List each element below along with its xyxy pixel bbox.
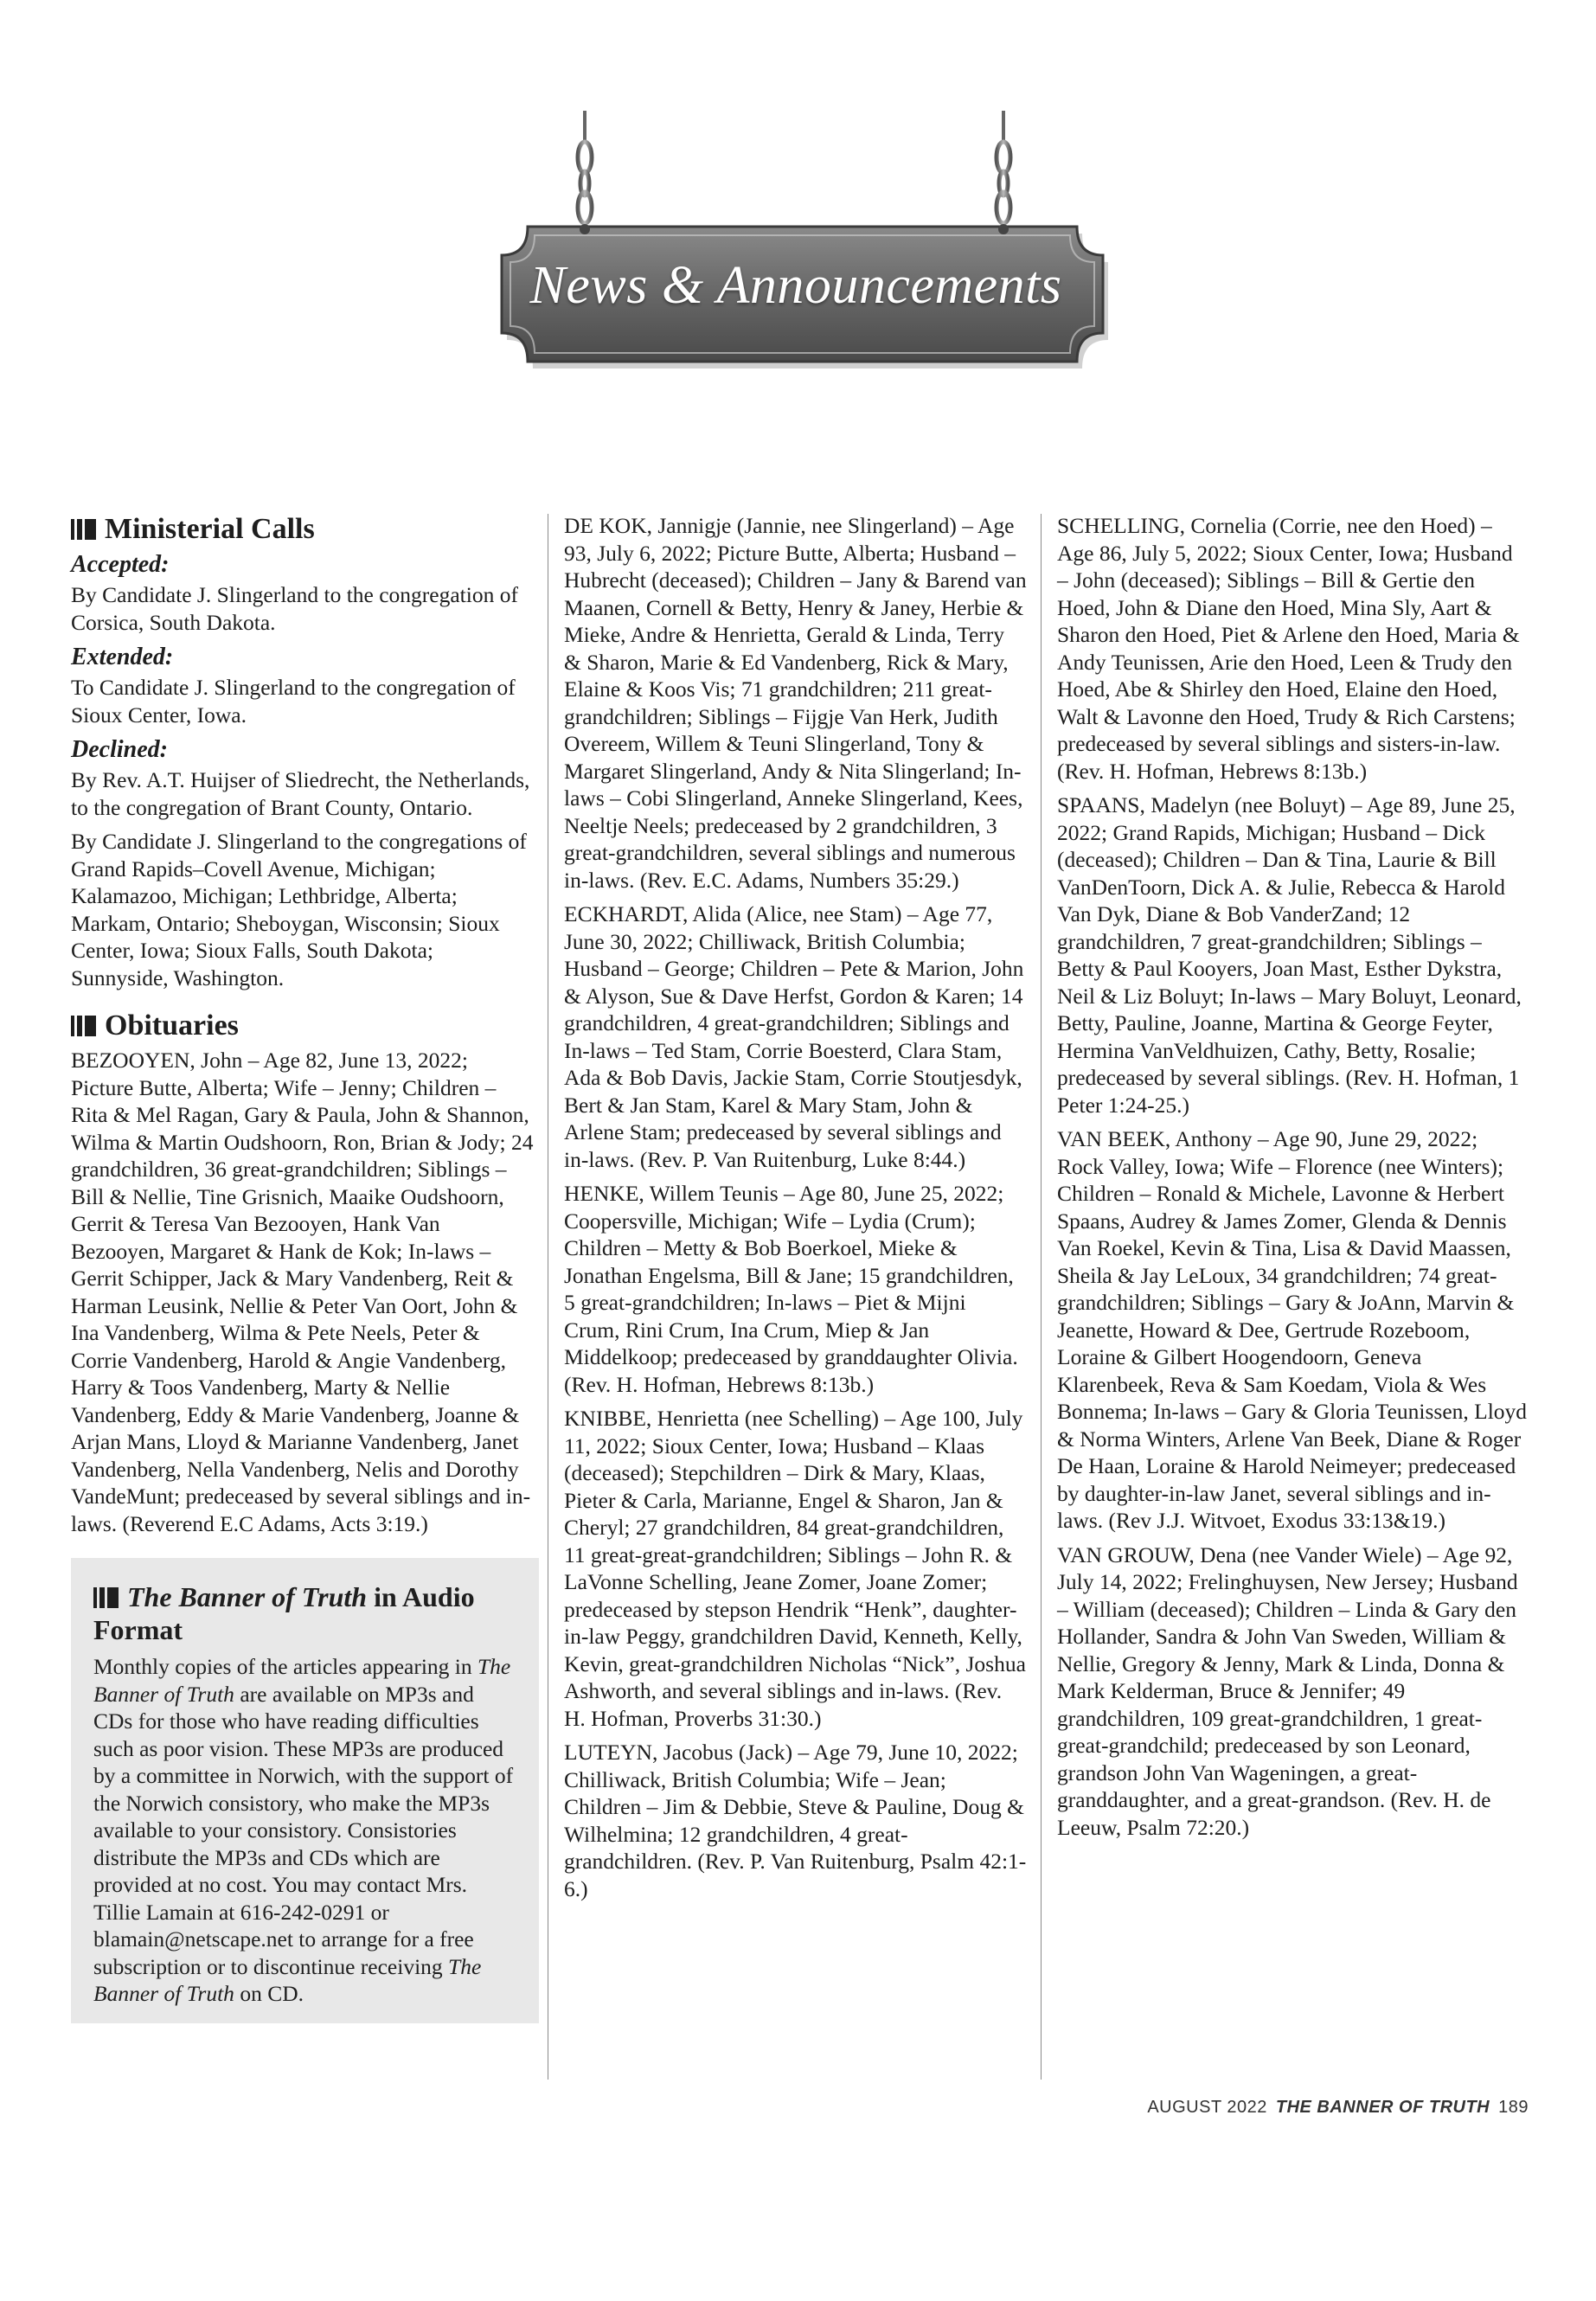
accepted-label: Accepted: <box>71 551 170 578</box>
audio-box-body: Monthly copies of the articles appearing in The Banner of Truth are available on MP3s and CDs for those who have reading difficulties such as poor vision. These MP3s are produced by a committee in Norwich, with the support of the Norwich consistory, who make the MP3s available to your consistory. Consistories distribute the MP3s and CDs which are provided at no cost. You may contact Mrs. Tillie Lamain at 616-242-0291 or blamain@netscape.net to arrange for a free subscription or to discontinue receiving The Banner of Truth on CD. <box>93 1654 514 2006</box>
publication-name: THE BANNER OF TRUTH <box>1275 2098 1490 2117</box>
audio-format-box <box>71 1558 539 2023</box>
page-number: 189 <box>1498 2098 1529 2117</box>
obituary-entry: DE KOK, Jannigje (Jannie, nee Slingerland) – Age 93, July 6, 2022; Picture Butte, Alberta; Husband – Hubrecht (deceased); Children – Jany & Barend van Maanen, Cornell & Betty, Henry & Janey, Herbie & Mieke, Andre & Henrietta, Gerald & Linda, Terry & Sharon, Marie & Ed Vandenberg, Rick & Mary, Elaine & Koos Vis; 71 grandchildren; 211 great-grandchildren; Siblings – Fijgje Van Herk, Judith Overeem, Willem & Teuni Slingerland, Tony & Margaret Slingerland, Andy & Nita Slingerland; In-laws – Cobi Slingerland, Anneke Slingerland, Kees, Neeltje Neels; predeceased by 2 grandchildren, 3 great-grandchildren, several siblings and numerous in-laws. (Rev. E.C. Adams, Numbers 35:29.) <box>564 513 1027 893</box>
header-sign <box>0 0 1596 484</box>
obituary-entry: ECKHARDT, Alida (Alice, nee Stam) – Age 77, June 30, 2022; Chilliwack, British Columbia; Husband – George; Children – Pete & Marion, John & Alyson, Sue & Dave Herfst, Gordon & Karen; 14 grandchildren, 4 great-grandchildren; Siblings and In-laws – Ted Stam, Corrie Boesterd, Clara Stam, Ada & Bob Davis, Jackie Stam, Corrie Stoutjesdyk, Bert & Jan Stam, Karel & Mary Stam, John & Arlene Stam; predeceased by several siblings and in-laws. (Rev. P. Van Ruitenburg, Luke 8:44.) <box>564 901 1024 1172</box>
left-chain <box>578 111 592 223</box>
obituary-entry: LUTEYN, Jacobus (Jack) – Age 79, June 10, 2022; Chilliwack, British Columbia; Wife – Jean; Children – Jim & Debbie, Steve & Pauline, Doug & Wilhelmina; 12 grandchildren, 4 great-grandchildren. (Rev. P. Van Ruitenburg, Psalm 42:1-6.) <box>564 1740 1027 1901</box>
obituary-entry: KNIBBE, Henrietta (nee Schelling) – Age 100, July 11, 2022; Sioux Center, Iowa; Husband – Klaas (deceased); Stepchildren – Dirk & Mary, Klaas, Pieter & Carla, Marianne, Engel & Sharon, Jan & Cheryl; 27 grandchildren, 84 great-grandchildren, 11 great-great-grandchildren; Siblings – John R. & LaVonne Schelling, Jeane Zomer, Joane Zomer; predeceased by stepson Hendrik “Henk”, daughter-in-law Peggy, grandchildren David, Kenneth, Kelly, Kevin, great-grandchildren Nicholas “Nick”, Joshua Ashworth, and several siblings and in-laws. (Rev. H. Hofman, Proverbs 31:30.) <box>564 1406 1026 1731</box>
audio-box-heading: The Banner of Truth in Audio Format <box>93 1581 475 1645</box>
declined-label: Declined: <box>71 736 168 763</box>
page-title: News & Announcements <box>529 255 1062 315</box>
section-marker-icon <box>93 1586 119 1609</box>
issue-date: AUGUST 2022 <box>1147 2098 1267 2117</box>
section-heading-obituaries: Obituaries <box>71 1009 534 1043</box>
page-footer <box>1147 2098 1529 2118</box>
obituary-entry: SCHELLING, Cornelia (Corrie, nee den Hoed) – Age 86, July 5, 2022; Sioux Center, Iowa; Husband – John (deceased); Siblings – Bill & Gertie den Hoed, John & Diane den Hoed, Mina Sly, Aart & Sharon den Hoed, Piet & Arlene den Hoed, Maria & Andy Teunissen, Arie den Hoed, Leen & Trudy den Hoed, Abe & Shirley den Hoed, Elaine den Hoed, Walt & Lavonne den Hoed, Trudy & Rich Carstens; predeceased by several siblings and sisters-in-law. (Rev. H. Hofman, Hebrews 8:13b.) <box>1057 513 1520 784</box>
obituary-entry: VAN BEEK, Anthony – Age 90, June 29, 2022; Rock Valley, Iowa; Wife – Florence (nee Winters); Children – Ronald & Michele, Lavonne & Herbert Spaans, Audrey & James Zomer, Glenda & Dennis Van Roekel, Kevin & Tina, Lisa & David Maassen, Sheila & Jay LeLoux, 34 grandchildren; 74 great-grandchildren; Siblings – Gary & JoAnn, Marvin & Jeanette, Howard & Dee, Gertrude Rozeboom, Loraine & Gilbert Hoogendoorn, Geneva Klarenbeek, Reva & Sam Koedam, Viola & Wes Bonnema; In-laws – Gary & Gloria Teunissen, Lloyd & Norma Winters, Arlene Van Beek, Diane & Roger De Haan, Loraine & Harold Neimeyer; predeceased by daughter-in-law Janet, several siblings and in-laws. (Rev J.J. Witvoet, Exodus 33:13&19.) <box>1057 1126 1528 1533</box>
right-chain <box>997 111 1010 223</box>
column-left <box>71 512 534 2023</box>
section-heading-ministerial-calls: Ministerial Calls <box>71 512 534 547</box>
extended-call: To Candidate J. Slingerland to the congregation of Sioux Center, Iowa. <box>71 675 516 727</box>
obituary-entry: BEZOOYEN, John – Age 82, June 13, 2022; Picture Butte, Alberta; Wife – Jenny; Children – Rita & Mel Ragan, Gary & Paula, John & Shannon, Wilma & Martin Oudshoorn, Ron, Brian & Jody; 24 grandchildren, 36 great-grandchildren; Siblings – Bill & Nellie, Tine Grisnich, Maaike Oudshoorn, Gerrit & Teresa Van Bezooyen, Hank Van Bezooyen, Margaret & Hank de Kok; In-laws – Gerrit Schipper, Jack & Mary Vandenberg, Reit & Harman Leusink, Nellie & Peter Van Oort, John & Ina Vandenberg, Wilma & Pete Neels, Peter & Corrie Vandenberg, Harold & Angie Vandenberg, Harry & Toos Vandenberg, Marty & Nellie Vandenberg, Eddy & Marie Vandenberg, Joanne & Arjan Mans, Lloyd & Marianne Vandenberg, Janet Vandenberg, Nella Vandenberg, Nelis and Dorothy VandeMunt; predeceased by several siblings and in-laws. (Reverend E.C Adams, Acts 3:19.) <box>71 1048 534 1536</box>
section-marker-icon <box>71 1015 96 1037</box>
obituary-entry: SPAANS, Madelyn (nee Boluyt) – Age 89, June 25, 2022; Grand Rapids, Michigan; Husband – Dick (deceased); Children – Dan & Tina, Laurie & Bill VanDenToorn, Dick A. & Julie, Rebecca & Harold Van Dyk, Diane & Bob VanderZand; 12 grandchildren, 7 great-grandchildren; Siblings – Betty & Paul Kooyers, Joan Mast, Esther Dykstra, Neil & Liz Boluyt; In-laws – Mary Boluyt, Leonard, Betty, Pauline, Joanne, Martina & George Feyter, Hermina VanVeldhuizen, Cathy, Betty, Rosalie; predeceased by several siblings. (Rev. H. Hofman, 1 Peter 1:24-25.) <box>1057 792 1522 1118</box>
obituary-entry: VAN GROUW, Dena (nee Vander Wiele) – Age 92, July 14, 2022; Frelinghuysen, New Jersey; Husband – William (deceased); Children – Linda & Gary den Hollander, Sandra & John Van Sweden, William & Nellie, Gregory & Jenny, Mark & Linda, Donna & Mark Kelderman, Bruce & Jennifer; 49 grandchildren, 109 great-grandchildren, 1 great-great-grandchild; predeceased by son Leonard, grandson John Van Wageningen, a great-granddaughter, and a great-grandson. (Rev. H. de Leeuw, Psalm 72:20.) <box>1057 1541 1518 1840</box>
column-right <box>1057 512 1529 1848</box>
column-divider <box>1041 514 1042 2080</box>
extended-label: Extended: <box>71 644 174 670</box>
column-middle <box>564 512 1027 1909</box>
declined-call: By Rev. A.T. Huijser of Sliedrecht, the Netherlands, to the congregation of Brant County, Ontario. <box>71 767 530 820</box>
accepted-call: By Candidate J. Slingerland to the congregation of Corsica, South Dakota. <box>71 582 518 635</box>
section-marker-icon <box>71 518 96 541</box>
declined-call: By Candidate J. Slingerland to the congregations of Grand Rapids–Covell Avenue, Michigan; Kalamazoo, Michigan; Lethbridge, Alberta; Markam, Ontario; Sheboygan, Wisconsin; Sioux Center, Iowa; Sioux Falls, South Dakota; Sunnyside, Washington. <box>71 829 527 990</box>
obituary-entry: HENKE, Willem Teunis – Age 80, June 25, 2022; Coopersville, Michigan; Wife – Lydia (Crum); Children – Metty & Bob Boerkoel, Mieke & Jonathan Engelsma, Bill & Jane; 15 grandchildren, 5 great-grandchildren; In-laws – Piet & Mijni Crum, Rini Crum, Ina Crum, Miep & Jan Middelkoop; predeceased by granddaughter Olivia. (Rev. H. Hofman, Hebrews 8:13b.) <box>564 1181 1018 1397</box>
